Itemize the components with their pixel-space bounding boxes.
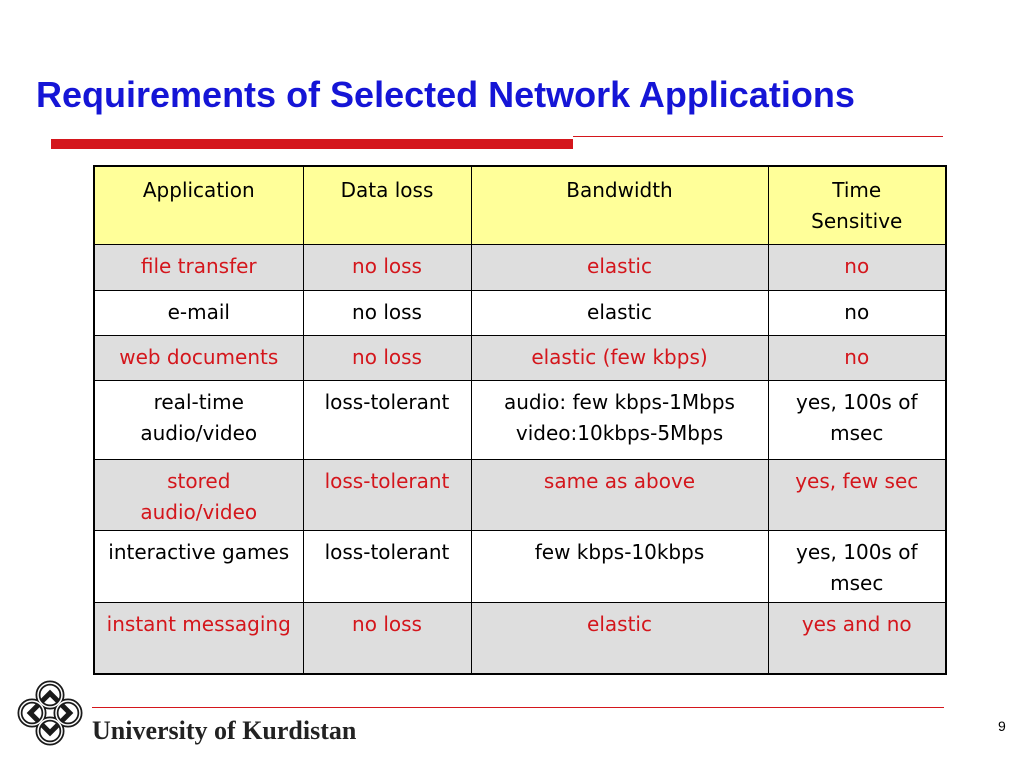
footer-rule (92, 707, 944, 708)
cell-application-line-2: audio/video (140, 420, 258, 445)
header-bandwidth: Bandwidth (471, 166, 768, 244)
requirements-table (93, 165, 947, 675)
table-row (94, 290, 946, 335)
cell-time-sensitive: no (768, 290, 946, 335)
table-row (94, 380, 946, 459)
cell-application: web documents (94, 335, 303, 380)
header-data-loss: Data loss (303, 166, 471, 244)
cell-application (94, 459, 303, 530)
cell-application-line-1: stored (167, 468, 231, 493)
cell-bandwidth: elastic (471, 602, 768, 674)
table-row (94, 602, 946, 674)
cell-application (94, 380, 303, 459)
cell-time-sensitive: no (768, 335, 946, 380)
cell-time-sensitive: no (768, 244, 946, 290)
header-time-sensitive (768, 166, 946, 244)
title-underline-thin (573, 136, 943, 137)
university-name: University of Kurdistan (92, 716, 357, 745)
cell-data-loss: loss-tolerant (303, 380, 471, 459)
cell-data-loss: no loss (303, 244, 471, 290)
cell-application-line-1: real-time (153, 389, 244, 414)
table-row (94, 244, 946, 290)
cell-data-loss: no loss (303, 335, 471, 380)
header-application: Application (94, 166, 303, 244)
header-time-line-2: Sensitive (811, 209, 903, 233)
cell-application: e-mail (94, 290, 303, 335)
cell-application: file transfer (94, 244, 303, 290)
cell-time-sensitive: yes, 100s of msec (768, 380, 946, 459)
cell-application-line-2: audio/video (140, 499, 258, 524)
cell-application: instant messaging (94, 602, 303, 674)
cell-data-loss: no loss (303, 290, 471, 335)
header-time-line-1: Time (832, 178, 882, 202)
title-underline-thick (51, 139, 573, 149)
table-row (94, 530, 946, 602)
cell-data-loss: no loss (303, 602, 471, 674)
cell-bandwidth-line-2: video:10kbps-5Mbps (515, 420, 724, 445)
page-number: 9 (998, 718, 1006, 734)
table-header-row (94, 166, 946, 244)
cell-bandwidth: same as above (471, 459, 768, 530)
cell-bandwidth: few kbps-10kbps (471, 530, 768, 602)
university-knot-logo-icon (14, 677, 86, 749)
cell-bandwidth-line-1: audio: few kbps-1Mbps (504, 389, 735, 414)
slide-title: Requirements of Selected Network Applications (36, 74, 855, 115)
cell-application: interactive games (94, 530, 303, 602)
cell-bandwidth: elastic (471, 290, 768, 335)
cell-time-sensitive: yes, 100s of msec (768, 530, 946, 602)
cell-data-loss: loss-tolerant (303, 530, 471, 602)
cell-bandwidth: elastic (471, 244, 768, 290)
table-row (94, 459, 946, 530)
cell-bandwidth: elastic (few kbps) (471, 335, 768, 380)
cell-bandwidth (471, 380, 768, 459)
cell-data-loss: loss-tolerant (303, 459, 471, 530)
cell-time-sensitive: yes and no (768, 602, 946, 674)
table-row (94, 335, 946, 380)
cell-time-sensitive: yes, few sec (768, 459, 946, 530)
